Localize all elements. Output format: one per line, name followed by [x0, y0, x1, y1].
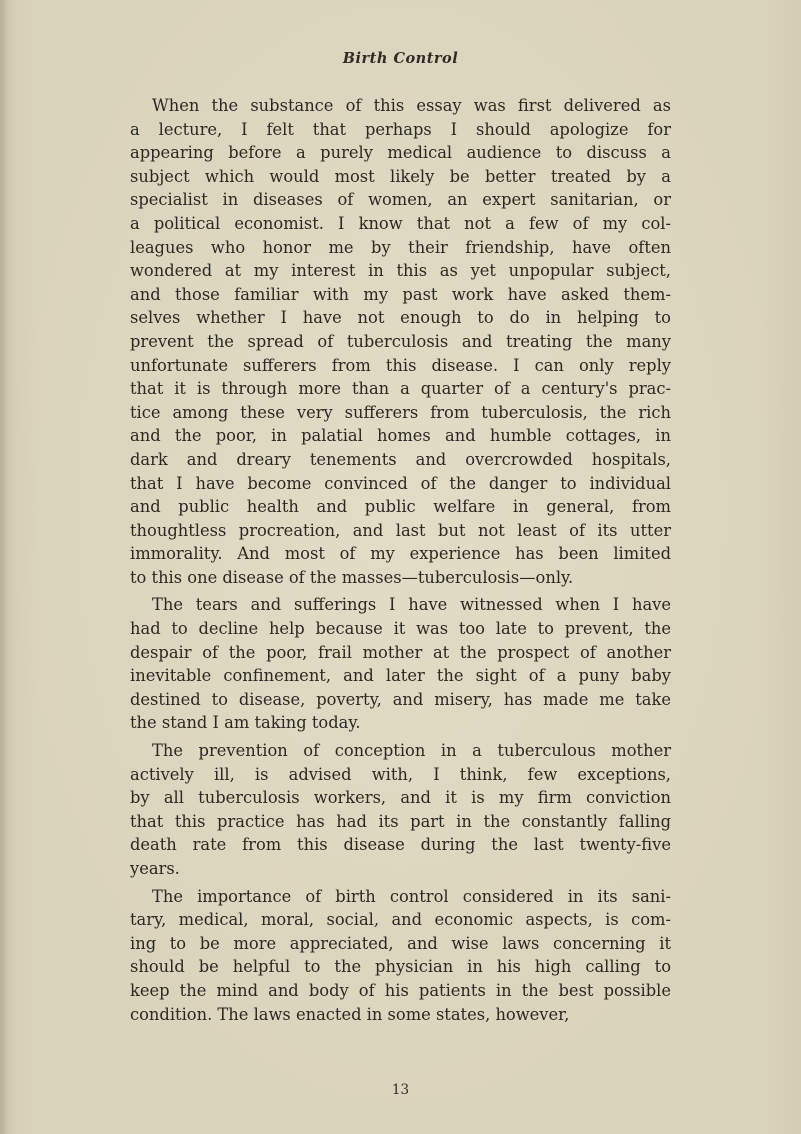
text-line: inevitable confinement, and later the sight of a puny baby: [130, 666, 671, 686]
text-line: tice among these very sufferers from tuberculosis, the rich: [130, 402, 671, 422]
text-line: a political economist. I know that not a few of my col-: [130, 213, 671, 233]
text-line: a lecture, I felt that perhaps I should apologize for: [130, 119, 671, 139]
paragraph-3: [130, 739, 671, 881]
text-line: wondered at my interest in this as yet unpopular subject,: [130, 261, 671, 281]
text-line: ing to be more appreciated, and wise laws concerning it: [130, 933, 671, 953]
text-line: leagues who honor me by their friendship, have often: [130, 237, 671, 257]
text-line: actively ill, is advised with, I think, few exceptions,: [130, 764, 671, 784]
text-line: that it is through more than a quarter of a century's prac-: [130, 379, 671, 399]
text-line: dark and dreary tenements and overcrowded hospitals,: [130, 449, 671, 469]
text-line: unfortunate sufferers from this disease. I can only reply: [130, 355, 671, 375]
text-line: that this practice has had its part in the constantly falling: [130, 811, 671, 831]
text-line: death rate from this disease during the last twenty-five: [130, 835, 671, 855]
text-line: immorality. And most of my experience has been limited: [130, 544, 671, 564]
text-line: specialist in diseases of women, an expert sanitarian, or: [130, 190, 671, 210]
text-line: The prevention of conception in a tuberculous mother: [152, 741, 671, 761]
page-gutter-shadow: [0, 0, 8, 1134]
text-line: years.: [130, 859, 180, 878]
text-line: appearing before a purely medical audience to discuss a: [130, 143, 671, 163]
text-line: tary, medical, moral, social, and economic aspects, is com-: [130, 910, 671, 930]
text-line: The importance of birth control considered in its sani-: [152, 886, 671, 906]
text-line: keep the mind and body of his patients in the best possible: [130, 980, 671, 1000]
text-line: selves whether I have not enough to do in helping to: [130, 308, 671, 328]
text-line: the stand I am taking today.: [130, 713, 361, 733]
paragraph-2: [130, 593, 671, 735]
text-line: that I have become convinced of the danger to individual: [130, 473, 671, 493]
text-line: to this one disease of the masses—tuberculosis—only.: [130, 567, 574, 587]
text-line: by all tuberculosis workers, and it is my firm conviction: [130, 788, 671, 808]
text-line: destined to disease, poverty, and misery, has made me take: [130, 689, 671, 709]
text-line: The tears and sufferings I have witnessed when I have: [152, 595, 671, 615]
text-line: thoughtless procreation, and last but not least of its utter: [130, 520, 671, 540]
text-line: and public health and public welfare in general, from: [130, 497, 671, 517]
text-line: and those familiar with my past work have asked them-: [130, 284, 671, 304]
text-line: despair of the poor, frail mother at the prospect of another: [130, 642, 671, 662]
text-line: subject which would most likely be better treated by a: [130, 166, 671, 186]
text-line: had to decline help because it was too late to prevent, the: [130, 619, 671, 639]
text-line: When the substance of this essay was first delivered as: [152, 96, 671, 115]
body-text: [130, 94, 671, 1026]
paragraph-1: [130, 94, 671, 589]
text-line: should be helpful to the physician in his high calling to: [130, 957, 671, 977]
text-line: condition. The laws enacted in some states, however,: [130, 1004, 570, 1024]
running-head: Birth Control: [342, 50, 459, 67]
text-line: prevent the spread of tuberculosis and treating the many: [130, 331, 671, 351]
text-line: and the poor, in palatial homes and humble cottages, in: [130, 426, 671, 446]
page-number: 13: [391, 1082, 410, 1098]
paragraph-4: [130, 885, 671, 1027]
